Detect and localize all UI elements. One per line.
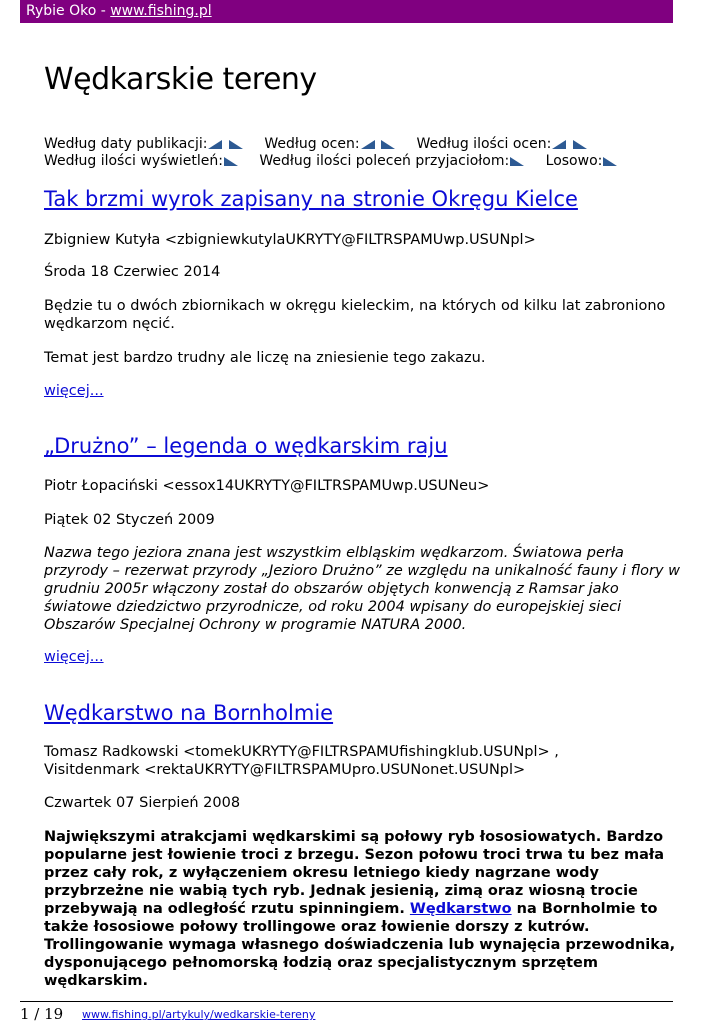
article-text: Największymi atrakcjami wędkarskimi są połowy ryb łososiowatych. Bardzo popularne jest łowienie troci z brzegu. Sezon połowu troci trwa tu bez mała przez cały rok, z wyłączeniem okresu letniego kiedy nagrzane wody przybrzeżne nie wabią tych ryb. Jednak jesienią, zimą oraz wiosną trocie przebywają na odległość rzutu spinningiem. Wędkarstwo na Bornholmie to także łososiowe połowy trollingowe oraz łowienie dorszy z kutrów. Trollingowanie wymaga własnego doświadczenia lub wynajęcia przewodnika, dysponującego pełnomorską łodzią oraz specjalistycznym sprzętem wędkarskim. — [44, 829, 676, 989]
sort-asc-icon[interactable] — [208, 140, 222, 149]
footer-url-link[interactable]: www.fishing.pl/artykuly/wedkarskie-tereny — [82, 1008, 316, 1021]
article-title[interactable]: Tak brzmi wyrok zapisany na stronie Okręgu Kielce — [44, 187, 578, 211]
site-header-bar — [20, 0, 673, 23]
article-text: Będzie tu o dwóch zbiornikach w okręgu kieleckim, na których od kilku lat zabroniono wędkarzom nęcić. — [44, 298, 666, 332]
sort-desc-icon[interactable] — [381, 140, 395, 149]
sort-desc-icon[interactable] — [510, 157, 524, 166]
article-title[interactable]: Wędkarstwo na Bornholmie — [44, 701, 334, 725]
site-name: Rybie Oko - — [26, 3, 111, 19]
sort-by-date: Według daty publikacji: — [44, 136, 244, 153]
sort-desc-icon[interactable] — [603, 157, 617, 166]
article-text: Nazwa tego jeziora znana jest wszystkim elbląskim wędkarzom. Światowa perła przyrody – rezerwat przyrody „Jezioro Drużno” ze względu na unikalność fauny i flory w grudniu 2005r włączony został do obszarów objętych konwencją z Ramsar jako światowe dziedzictwo przyrodnicze, od roku 2004 wpisany do europejskiej sieci Obszarów Specjalnej Ochrony w programie NATURA 2000. — [44, 545, 681, 633]
sort-desc-icon[interactable] — [573, 140, 587, 149]
article-date: Czwartek 07 Sierpień 2008 — [44, 795, 241, 811]
sort-asc-icon[interactable] — [552, 140, 566, 149]
sort-bar — [44, 136, 634, 170]
site-link[interactable]: www.fishing.pl — [110, 3, 212, 19]
article-text: Temat jest bardzo trudny ale liczę na zniesienie tego zakazu. — [44, 350, 486, 366]
inline-link[interactable]: Wędkarstwo — [409, 901, 512, 917]
article-date: Środa 18 Czerwiec 2014 — [44, 264, 221, 280]
sort-random: Losowo: — [546, 153, 619, 170]
article-author: Piotr Łopaciński <essox14UKRYTY@FILTRSPAMUwp.USUNeu> — [44, 478, 490, 494]
sort-by-views: Według ilości wyświetleń: — [44, 153, 239, 170]
article-author: Tomasz Radkowski <tomekUKRYTY@FILTRSPAMUfishingklub.USUNpl> , Visitdenmark <rektaUKRYTY@FILTRSPAMUpro.USUNonet.USUNpl> — [44, 744, 559, 778]
article-date: Piątek 02 Styczeń 2009 — [44, 512, 215, 528]
page-title: Wędkarskie tereny — [44, 62, 317, 97]
article-title[interactable]: „Drużno” – legenda o wędkarskim raju — [44, 434, 448, 458]
sort-desc-icon[interactable] — [224, 157, 238, 166]
read-more-link[interactable]: więcej... — [44, 383, 104, 399]
article-author: Zbigniew Kutyła <zbigniewkutylaUKRYTY@FILTRSPAMUwp.USUNpl> — [44, 232, 536, 248]
sort-desc-icon[interactable] — [229, 140, 243, 149]
sort-by-recommend: Według ilości poleceń przyjaciołom: — [259, 153, 525, 170]
sort-asc-icon[interactable] — [361, 140, 375, 149]
sort-by-rating-count: Według ilości ocen: — [416, 136, 587, 153]
footer-divider — [20, 1001, 673, 1002]
sort-by-rating: Według ocen: — [264, 136, 396, 153]
page-number: 1 / 19 — [20, 1005, 64, 1023]
read-more-link[interactable]: więcej... — [44, 649, 104, 665]
